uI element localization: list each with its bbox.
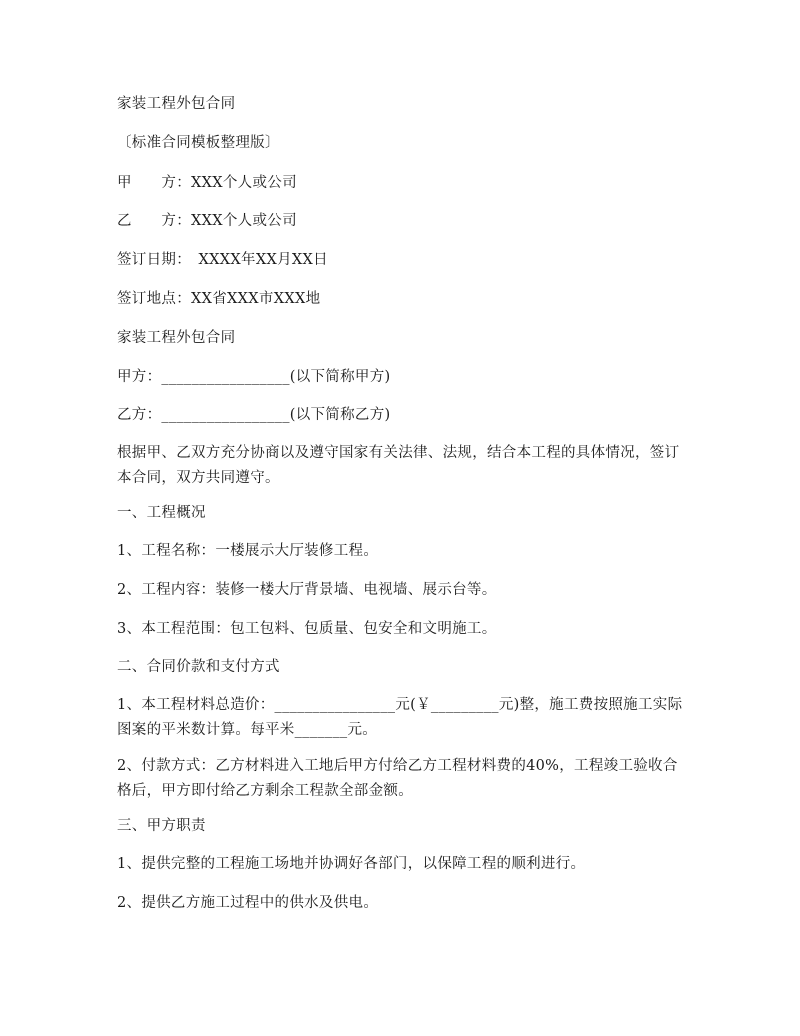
party-b-line: 乙 方：XXX个人或公司 xyxy=(117,213,297,229)
clause-item: 2、工程内容：装修一楼大厅背景墙、电视墙、展示台等。 xyxy=(117,582,497,598)
party-a-line: 甲 方：XXX个人或公司 xyxy=(117,175,297,191)
preamble-paragraph: 根据甲、乙双方充分协商以及遵守国家有关法律、法规，结合本工程的具体情况，签订本合同，双方共同遵守。 xyxy=(117,445,680,486)
clause-item: 2、付款方式：乙方材料进入工地后甲方付给乙方工程材料费的40%，工程竣工验收合格后，甲方即付给乙方剩余工程款全部金额。 xyxy=(117,758,678,799)
party-b-blank-line: 乙方：_________________(以下简称乙方) xyxy=(117,407,391,423)
document-title: 家装工程外包合同 xyxy=(117,96,236,112)
clause-item: 1、本工程材料总造价：________________元(￥_________元)整，施工费按照施工实际图案的平米数计算。每平米_______元。 xyxy=(117,697,683,738)
clause-item: 1、提供完整的工程施工场地并协调好各部门，以保障工程的顺利进行。 xyxy=(117,856,586,872)
clause-item: 3、本工程范围：包工包料、包质量、包安全和文明施工。 xyxy=(117,621,497,637)
clause-item: 2、提供乙方施工过程中的供水及供电。 xyxy=(117,895,379,911)
document-subtitle: 〔标准合同模板整理版〕 xyxy=(117,135,280,151)
section-heading: 三、甲方职责 xyxy=(117,818,206,834)
clause-item: 1、工程名称：一楼展示大厅装修工程。 xyxy=(117,543,379,559)
party-a-blank-line: 甲方：_________________(以下简称甲方) xyxy=(117,369,391,385)
sign-date-line: 签订日期： XXXX年XX月XX日 xyxy=(117,252,328,268)
contract-title: 家装工程外包合同 xyxy=(117,330,236,346)
sign-place-line: 签订地点：XX省XXX市XXX地 xyxy=(117,291,321,307)
section-heading: 二、合同价款和支付方式 xyxy=(117,659,280,675)
section-heading: 一、工程概况 xyxy=(117,505,206,521)
